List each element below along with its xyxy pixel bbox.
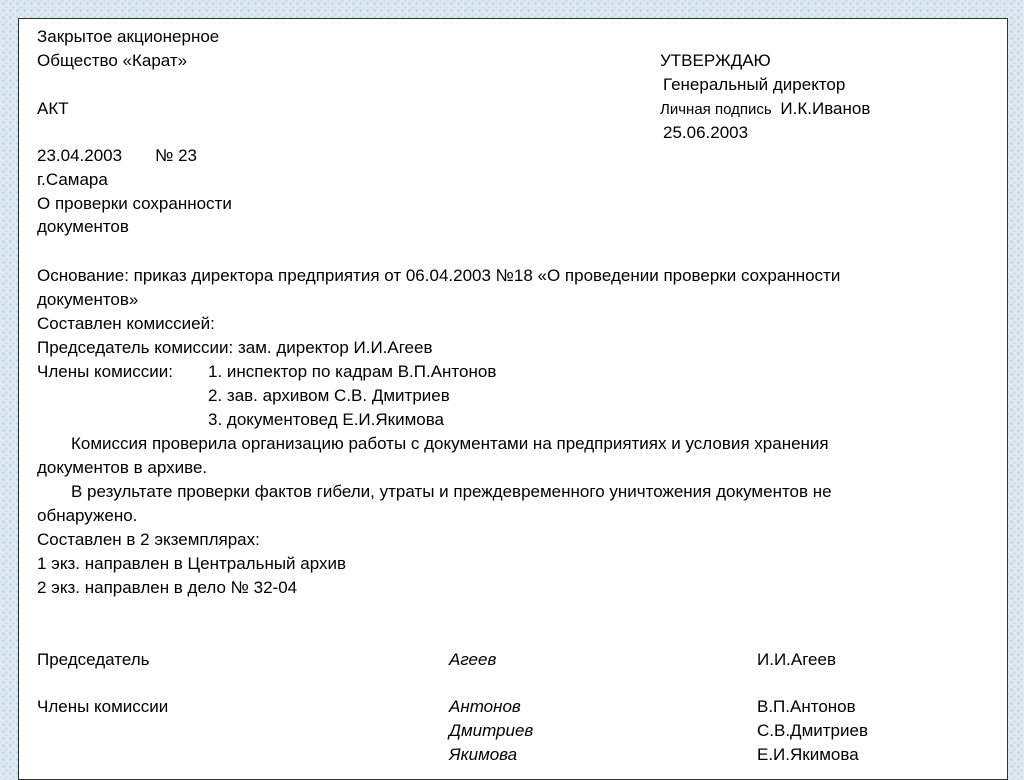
copies-line: Составлен в 2 экземплярах: bbox=[37, 530, 260, 549]
member-3-name: Е.И.Якимова bbox=[757, 745, 859, 764]
document-place: г.Самара bbox=[37, 170, 108, 189]
basis-line1: Основание: приказ директора предприятия от 06.04.2003 №18 «О проведении проверки сохранности bbox=[37, 266, 841, 285]
chairman-name: И.И.Агеев bbox=[757, 650, 836, 669]
paragraph1-line2: документов в архиве. bbox=[37, 458, 208, 477]
org-name-line1: Закрытое акционерное bbox=[37, 27, 220, 46]
paragraph2-line2: обнаружено. bbox=[37, 506, 138, 525]
chairman-sign-label: Председатель bbox=[37, 650, 150, 669]
member-1-name: В.П.Антонов bbox=[757, 697, 856, 716]
members-label: Члены комиссии: bbox=[37, 362, 174, 381]
member-2: 2. зав. архивом С.В. Дмитриев bbox=[208, 386, 450, 405]
chairman-signature: Агеев bbox=[449, 650, 497, 669]
members-sign-label: Члены комиссии bbox=[37, 697, 169, 716]
member-1-signature: Антонов bbox=[449, 697, 521, 716]
member-3-signature: Якимова bbox=[449, 745, 518, 764]
document-date-number: 23.04.2003 № 23 bbox=[37, 146, 198, 165]
paragraph1-line1: Комиссия проверила организацию работы с документами на предприятиях и условия хранения bbox=[71, 434, 829, 453]
approval-signature-line bbox=[660, 99, 870, 120]
document-type: АКТ bbox=[37, 99, 69, 118]
basis-line2: документов» bbox=[37, 290, 139, 309]
org-name-line2: Общество «Карат» bbox=[37, 51, 188, 70]
copy-1: 1 экз. направлен в Центральный архив bbox=[37, 554, 347, 573]
composed-by: Составлен комиссией: bbox=[37, 314, 215, 333]
approval-position: Генеральный директор bbox=[663, 75, 846, 94]
paragraph2-line1: В результате проверки фактов гибели, утраты и преждевременного уничтожения документов не bbox=[71, 482, 832, 501]
document-subject-line1: О проверки сохранности bbox=[37, 194, 232, 213]
copy-2: 2 экз. направлен в дело № 32-04 bbox=[37, 578, 298, 597]
approval-date: 25.06.2003 bbox=[663, 123, 749, 142]
member-2-signature: Дмитриев bbox=[449, 721, 534, 740]
member-1: 1. инспектор по кадрам В.П.Антонов bbox=[208, 362, 497, 381]
approval-title: УТВЕРЖДАЮ bbox=[660, 51, 771, 70]
member-2-name: С.В.Дмитриев bbox=[757, 721, 868, 740]
member-3: 3. документовед Е.И.Якимова bbox=[208, 410, 445, 429]
document-sheet bbox=[18, 18, 1008, 780]
document-subject-line2: документов bbox=[37, 217, 129, 236]
chairman-line: Председатель комиссии: зам. директор И.И.Агеев bbox=[37, 338, 433, 357]
approver-name: И.К.Иванов bbox=[780, 99, 871, 118]
signature-label: Личная подпись bbox=[660, 101, 772, 118]
